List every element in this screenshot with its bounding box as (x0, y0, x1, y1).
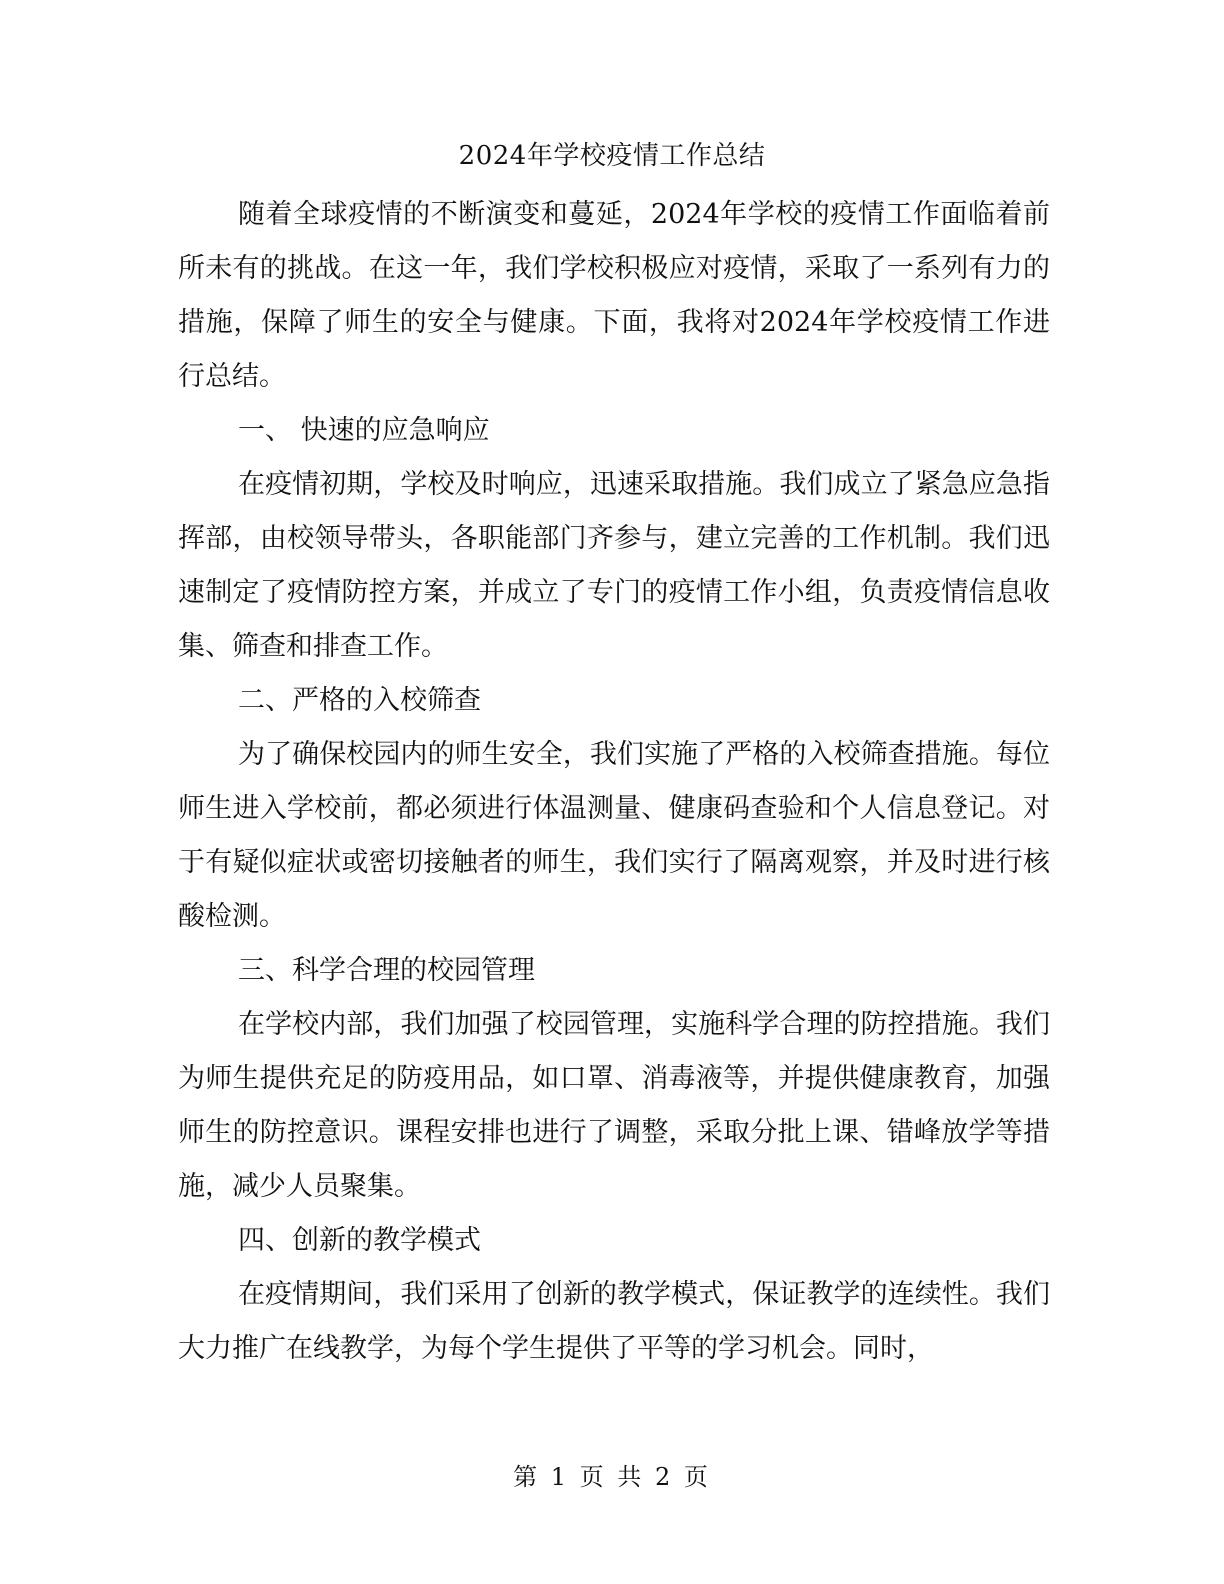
document-body (178, 188, 1050, 1376)
section-heading-1: 一、 快速的应急响应 (238, 415, 490, 446)
intro-paragraph: 随着全球疫情的不断演变和蔓延，2024年学校的疫情工作面临着前所未有的挑战。在这一年，我们学校积极应对疫情，采取了一系列有力的措施，保障了师生的安全与健康。下面，我将对2024年学校疫情工作进行总结。 (178, 199, 1050, 392)
section-paragraph-4: 在疫情期间，我们采用了创新的教学模式，保证教学的连续性。我们大力推广在线教学，为每个学生提供了平等的学习机会。同时， (178, 1279, 1050, 1364)
section-heading-2: 二、严格的入校筛查 (238, 685, 481, 716)
page-footer: 第 1 页 共 2 页 (513, 1463, 711, 1491)
section-heading-3: 三、科学合理的校园管理 (238, 955, 535, 986)
section-heading-4: 四、创新的教学模式 (238, 1225, 481, 1256)
document-title: 2024年学校疫情工作总结 (458, 141, 766, 171)
section-paragraph-3: 在学校内部，我们加强了校园管理，实施科学合理的防控措施。我们为师生提供充足的防疫用品，如口罩、消毒液等，并提供健康教育，加强师生的防控意识。课程安排也进行了调整，采取分批上课、错峰放学等措施，减少人员聚集。 (178, 1009, 1050, 1202)
section-paragraph-1: 在疫情初期，学校及时响应，迅速采取措施。我们成立了紧急应急指挥部，由校领导带头，各职能部门齐参与，建立完善的工作机制。我们迅速制定了疫情防控方案，并成立了专门的疫情工作小组，负责疫情信息收集、筛查和排查工作。 (178, 469, 1050, 662)
section-paragraph-2: 为了确保校园内的师生安全，我们实施了严格的入校筛查措施。每位师生进入学校前，都必须进行体温测量、健康码查验和个人信息登记。对于有疑似症状或密切接触者的师生，我们实行了隔离观察，并及时进行核酸检测。 (178, 739, 1050, 932)
